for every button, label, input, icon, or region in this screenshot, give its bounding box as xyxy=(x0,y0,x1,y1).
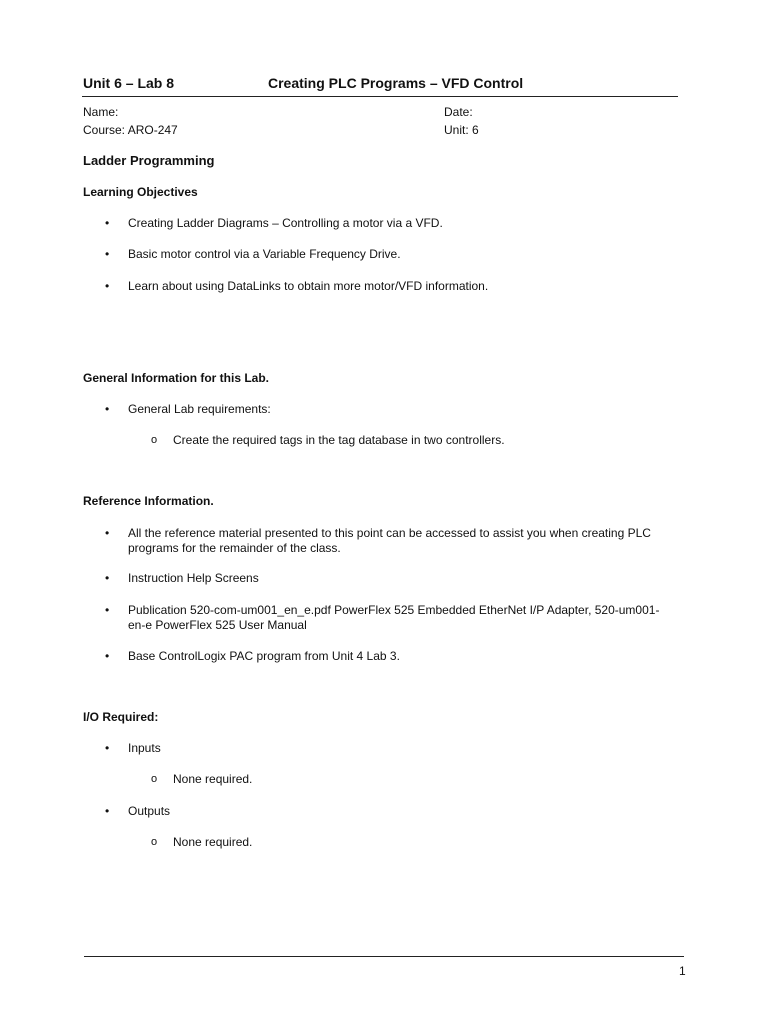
objective-item: Learn about using DataLinks to obtain more motor/VFD information. xyxy=(128,279,489,293)
footer-divider xyxy=(84,956,684,957)
sub-bullet-icon: o xyxy=(151,836,158,848)
general-info-heading: General Information for this Lab. xyxy=(83,371,270,385)
inputs-label: Inputs xyxy=(128,741,161,755)
inputs-subitem: None required. xyxy=(173,772,253,786)
outputs-label: Outputs xyxy=(128,804,171,818)
reference-item-line: All the reference material presented to this point can be accessed to assist you when creating PLC xyxy=(128,526,651,540)
learning-objectives-heading: Learning Objectives xyxy=(83,185,198,199)
general-info-subitem: Create the required tags in the tag database in two controllers. xyxy=(173,433,505,447)
objective-item: Basic motor control via a Variable Frequency Drive. xyxy=(128,247,401,261)
header-divider xyxy=(82,96,678,97)
unit-lab-label: Unit 6 – Lab 8 xyxy=(83,75,175,91)
reference-item-line: programs for the remainder of the class. xyxy=(128,541,341,555)
sub-bullet-icon: o xyxy=(151,434,158,446)
io-required-heading: I/O Required: xyxy=(83,710,159,724)
course-label: Course: ARO-247 xyxy=(83,123,178,137)
section-title: Ladder Programming xyxy=(83,153,215,168)
bullet-icon: • xyxy=(105,402,110,416)
general-info-item: General Lab requirements: xyxy=(128,402,271,416)
reference-info-heading: Reference Information. xyxy=(83,494,214,508)
bullet-icon: • xyxy=(105,216,110,230)
sub-bullet-icon: o xyxy=(151,773,158,785)
reference-item-line: Instruction Help Screens xyxy=(128,571,259,585)
bullet-icon: • xyxy=(105,279,110,293)
date-label: Date: xyxy=(444,105,473,119)
reference-item-line: Base ControlLogix PAC program from Unit 4 Lab 3. xyxy=(128,649,400,663)
bullet-icon: • xyxy=(105,603,110,617)
bullet-icon: • xyxy=(105,649,110,663)
unit-label: Unit: 6 xyxy=(444,123,479,137)
reference-item-line: en-e PowerFlex 525 User Manual xyxy=(128,618,307,632)
objective-item: Creating Ladder Diagrams – Controlling a motor via a VFD. xyxy=(128,216,443,230)
name-label: Name: xyxy=(83,105,119,119)
reference-item-line: Publication 520-com-um001_en_e.pdf PowerFlex 525 Embedded EtherNet I/P Adapter, 520-um001- xyxy=(128,603,660,617)
page-number: 1 xyxy=(679,964,686,978)
document-title: Creating PLC Programs – VFD Control xyxy=(268,75,524,91)
bullet-icon: • xyxy=(105,571,110,585)
outputs-subitem: None required. xyxy=(173,835,253,849)
bullet-icon: • xyxy=(105,526,110,540)
bullet-icon: • xyxy=(105,247,110,261)
bullet-icon: • xyxy=(105,741,110,755)
bullet-icon: • xyxy=(105,804,110,818)
